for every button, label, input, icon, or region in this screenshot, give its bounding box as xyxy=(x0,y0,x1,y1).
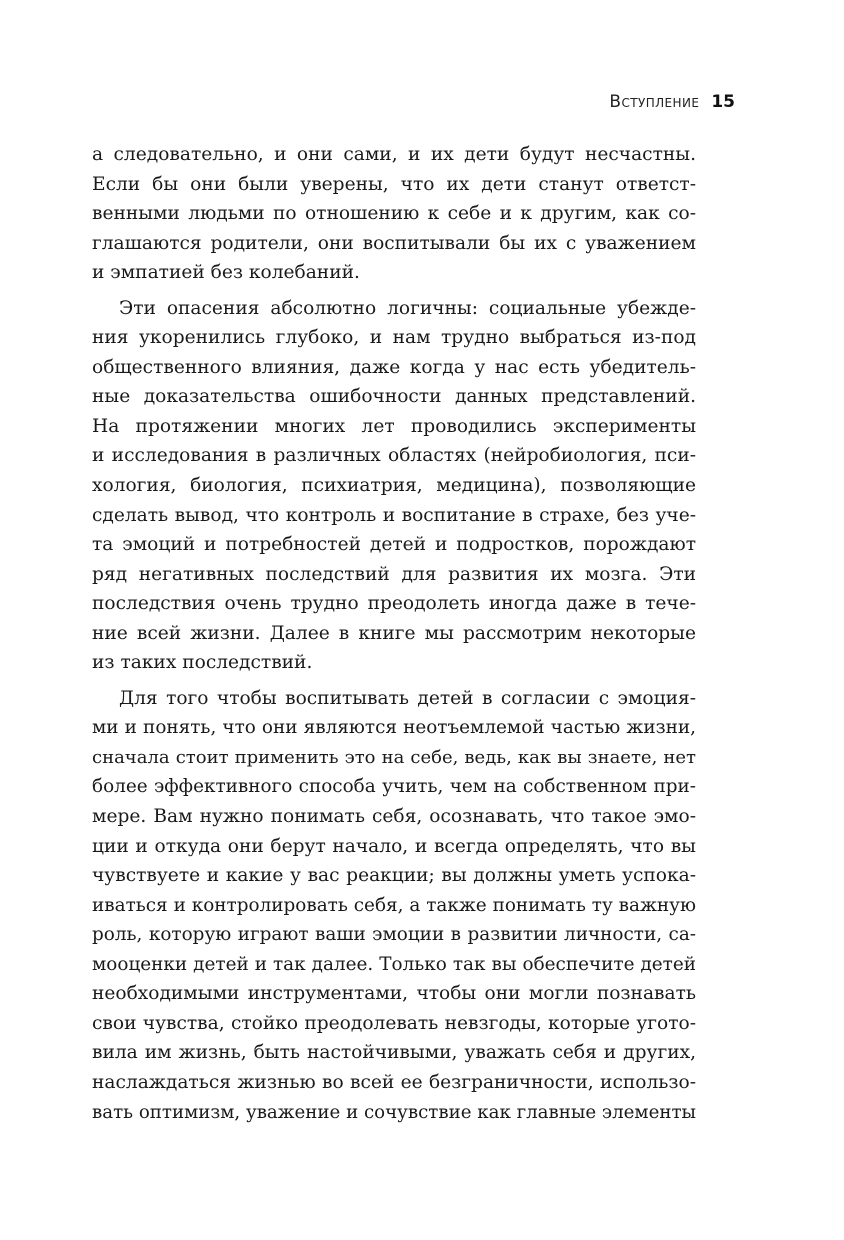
text-line: глашаются родители, они воспитывали бы их с уважением xyxy=(92,232,696,254)
text-line: хология, биология, психиатрия, медицина), позволяющие xyxy=(92,475,696,497)
text-line: ние всей жизни. Далее в книге мы рассмотрим некоторые xyxy=(92,622,696,644)
text-line: более эффективного способа учить, чем на собственном при- xyxy=(92,776,696,798)
text-line: чувствуете и какие у вас реакции; вы должны уметь успока- xyxy=(92,865,696,887)
text-line: общественного влияния, даже когда у нас есть убедитель- xyxy=(92,356,696,378)
text-line: ми и понять, что они являются неотъемлемой частью жизни, xyxy=(92,717,696,739)
text-line: ряд негативных последствий для развития их мозга. Эти xyxy=(92,563,696,585)
text-line: иваться и контролировать себя, а также понимать ту важную xyxy=(92,894,696,916)
text-line: та эмоций и потребностей детей и подростков, порождают xyxy=(92,534,696,556)
text-line: венными людьми по отношению к себе и к другим, как со- xyxy=(92,203,696,225)
page-number: 15 xyxy=(711,92,735,112)
text-line: и эмпатией без колебаний. xyxy=(92,262,360,284)
text-line: свои чувства, стойко преодолевать невзгоды, которые угото- xyxy=(92,1012,696,1034)
section-title: Вступление xyxy=(609,92,700,112)
text-line: роль, которую играют ваши эмоции в развитии личности, са- xyxy=(92,924,696,946)
text-line: вать оптимизм, уважение и сочувствие как главные элементы xyxy=(92,1101,696,1123)
text-line: На протяжении многих лет проводились эксперименты xyxy=(92,415,696,437)
body-text xyxy=(92,140,696,1127)
text-line: а следовательно, и они сами, и их дети будут несчастны. xyxy=(92,144,696,165)
text-line: Для того чтобы воспитывать детей в согласии с эмоция- xyxy=(119,687,696,709)
text-line: ные доказательства ошибочности данных представлений. xyxy=(92,386,696,408)
text-line: мооценки детей и так далее. Только так вы обеспечите детей xyxy=(92,953,696,975)
text-line: вила им жизнь, быть настойчивыми, уважать себя и других, xyxy=(92,1042,696,1064)
text-line: наслаждаться жизнью во всей ее безграничности, использо- xyxy=(92,1071,696,1093)
text-line: Если бы они были уверены, что их дети станут ответст- xyxy=(92,173,696,195)
text-line: последствия очень трудно преодолеть иногда даже в тече- xyxy=(92,593,696,615)
text-line: ции и откуда они берут начало, и всегда определять, что вы xyxy=(92,835,696,857)
text-line: Эти опасения абсолютно логичны: социальные убежде- xyxy=(119,297,696,319)
text-line: необходимыми инструментами, чтобы они могли познавать xyxy=(92,983,696,1005)
text-line: ния укоренились глубоко, и нам трудно выбраться из-под xyxy=(92,327,696,349)
text-line: сделать вывод, что контроль и воспитание в страхе, без уче- xyxy=(92,504,696,526)
paragraph-1 xyxy=(92,140,696,288)
text-line: из таких последствий. xyxy=(92,652,313,674)
paragraph-3 xyxy=(92,684,696,1127)
text-line: и исследования в различных областях (нейробиология, пси- xyxy=(92,445,696,467)
running-head xyxy=(0,92,735,112)
paragraph-2 xyxy=(92,294,696,678)
text-line: сначала стоит применить это на себе, ведь, как вы знаете, нет xyxy=(92,746,696,768)
text-line: мере. Вам нужно понимать себя, осознавать, что такое эмо- xyxy=(92,806,696,828)
